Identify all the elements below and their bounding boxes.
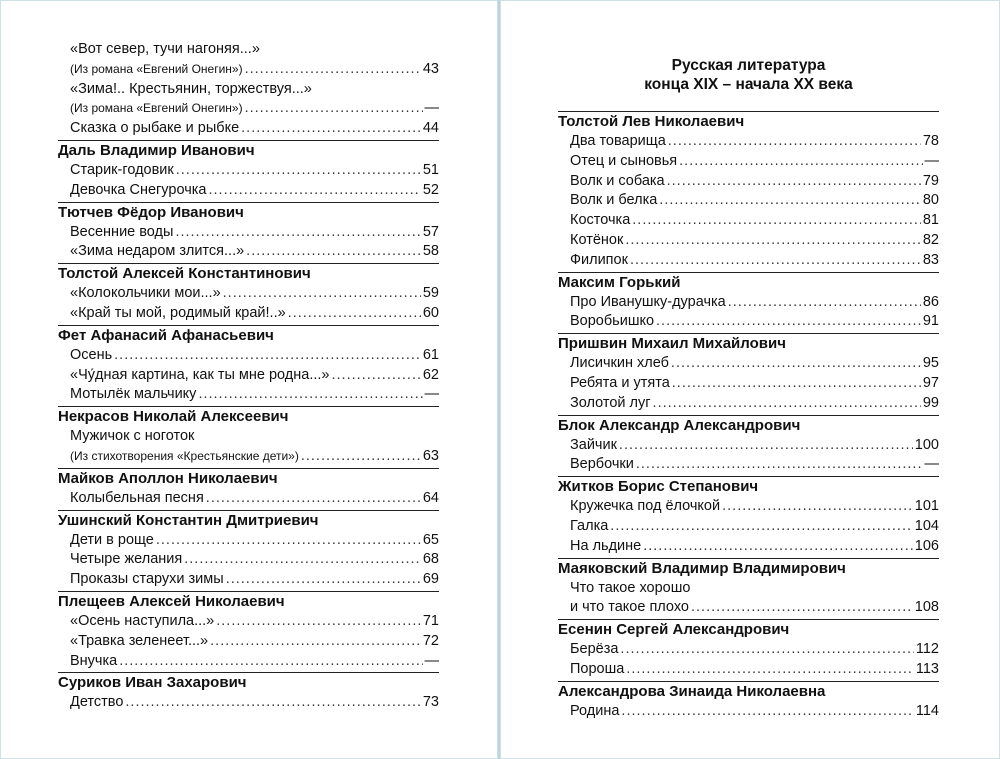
author-name: Толстой Алексей Константинович [58, 263, 439, 284]
author-name: Фет Афанасий Афанасьевич [58, 325, 439, 346]
toc-entry[interactable] [70, 366, 439, 386]
page-number: 68 [422, 551, 439, 568]
page-number: 81 [922, 212, 939, 229]
leader-dots [176, 161, 421, 181]
leader-dots [610, 517, 913, 537]
toc-entry[interactable] [70, 489, 439, 509]
author-name: Максим Горький [558, 272, 939, 293]
author-name: Суриков Иван Захарович [58, 672, 439, 693]
author-name: Пришвин Михаил Михайлович [558, 333, 939, 354]
page-number: 64 [422, 489, 439, 506]
entry-title: Берёза [570, 641, 619, 658]
toc-entry[interactable] [70, 652, 439, 672]
entry-title: Два товарища [570, 133, 666, 149]
section-heading-line: Русская литература [671, 57, 826, 74]
author-name: Есенин Сергей Александрович [558, 619, 939, 640]
author-name: Блок Александр Александрович [558, 415, 939, 436]
page-number: 59 [422, 285, 439, 302]
toc-entry[interactable] [70, 612, 439, 632]
page-number: 91 [922, 313, 939, 330]
entry-title: «Колокольчики мои...» [70, 285, 221, 302]
leader-dots [620, 640, 913, 660]
leader-dots [114, 346, 421, 366]
page-number: 69 [422, 571, 439, 588]
toc-entry[interactable] [570, 517, 939, 537]
page-number: 82 [922, 231, 939, 248]
page-number: 80 [922, 192, 939, 209]
entry-title: «Осень наступила...» [70, 612, 215, 629]
toc-entry[interactable] [570, 251, 939, 271]
leader-dots [625, 231, 921, 251]
leader-dots [626, 660, 914, 680]
entry-title: Филипок [570, 251, 628, 268]
page-number: 113 [915, 660, 939, 677]
leader-dots [656, 312, 921, 332]
toc-entry[interactable] [70, 385, 439, 405]
entry-title: Зайчик [570, 436, 617, 453]
toc-entry[interactable] [570, 191, 939, 211]
toc-entry[interactable] [70, 181, 439, 201]
entry-title: «Травка зеленеет...» [70, 632, 209, 649]
leader-dots [156, 531, 421, 551]
entry-title: Косточка [570, 212, 631, 229]
page-number: 78 [922, 133, 939, 149]
right-toc-column [558, 56, 939, 722]
toc-entry[interactable] [570, 436, 939, 456]
toc-entry[interactable] [570, 579, 939, 619]
toc-entry[interactable] [570, 293, 939, 313]
author-name: Ушинский Константин Дмитриевич [58, 510, 439, 531]
toc-entry[interactable] [70, 632, 439, 652]
page-number: 51 [422, 161, 439, 178]
toc-entry[interactable] [70, 304, 439, 324]
author-name: Тютчев Фёдор Иванович [58, 202, 439, 223]
page-number: 58 [422, 243, 439, 260]
page-number: 79 [922, 172, 939, 189]
author-name: Майков Аполлон Николаевич [58, 468, 439, 489]
toc-entry[interactable] [70, 427, 439, 467]
toc-entry[interactable] [570, 172, 939, 192]
author-name: Толстой Лев Николаевич [558, 111, 939, 132]
toc-entry[interactable] [570, 537, 939, 557]
entry-title: и что такое плохо [570, 599, 689, 616]
entry-title: Вербочки [570, 456, 634, 473]
page-number: — [424, 652, 439, 669]
page-number: 112 [915, 641, 939, 658]
leader-dots [667, 172, 921, 192]
leader-dots [621, 702, 913, 722]
page-number: 60 [422, 304, 439, 321]
toc-entry[interactable] [70, 550, 439, 570]
entry-title: Детство [70, 694, 124, 711]
leader-dots [226, 570, 421, 590]
toc-entry[interactable] [570, 152, 939, 172]
leader-dots [198, 385, 422, 405]
entry-title: Лисичкин хлеб [570, 355, 669, 372]
entry-title: Родина [570, 702, 620, 719]
leader-dots [671, 354, 921, 374]
entry-title: Ребята и утята [570, 374, 670, 391]
leader-dots [643, 537, 913, 557]
toc-entry[interactable] [70, 346, 439, 366]
page-number: 95 [922, 355, 939, 372]
entry-title: Проказы старухи зимы [70, 571, 224, 588]
toc-entry[interactable] [70, 80, 439, 120]
entry-title: Внучка [70, 652, 118, 669]
leader-dots [241, 119, 421, 139]
entry-title: Волк и белка [570, 192, 658, 209]
leader-dots [288, 304, 421, 324]
leader-dots [691, 598, 913, 618]
toc-entry[interactable] [70, 242, 439, 262]
author-name: Житков Борис Степанович [558, 476, 939, 497]
toc-entry[interactable] [70, 119, 439, 139]
leader-dots [245, 60, 421, 80]
toc-entry[interactable] [570, 660, 939, 680]
page-number: 44 [422, 120, 439, 137]
entry-title: «Край ты мой, родимый край!..» [70, 304, 286, 321]
leader-dots [210, 632, 421, 652]
leader-dots [206, 489, 421, 509]
author-name: Некрасов Николай Алексеевич [58, 406, 439, 427]
entry-note: (Из романа «Евгений Онегин») [70, 101, 243, 116]
leader-dots [223, 284, 421, 304]
leader-dots [209, 181, 421, 201]
page-number: 99 [922, 394, 939, 411]
toc-entry[interactable] [70, 693, 439, 713]
entry-title: Сказка о рыбаке и рыбке [70, 120, 240, 137]
toc-entry[interactable] [70, 161, 439, 181]
leader-dots [636, 455, 923, 475]
leader-dots [119, 652, 422, 672]
author-name: Плещеев Алексей Николаевич [58, 591, 439, 612]
entry-title: На льдине [570, 537, 642, 554]
page-number: 65 [422, 531, 439, 548]
toc-entry[interactable] [570, 132, 939, 152]
leader-dots [175, 223, 420, 243]
page-number: — [424, 386, 439, 403]
entry-note: (Из стихотворения «Крестьянские дети») [70, 448, 299, 463]
leader-dots [659, 191, 921, 211]
page-number: — [424, 100, 439, 117]
left-author-list [58, 140, 439, 713]
page-number: 52 [422, 181, 439, 198]
page-number: 57 [422, 223, 439, 240]
entry-title: Четыре желания [70, 551, 183, 568]
leader-dots [630, 251, 921, 271]
page-number: 100 [914, 436, 939, 453]
entry-title: «Зима!.. Крестьянин, торжествуя...» [70, 80, 312, 97]
toc-entry[interactable] [570, 374, 939, 394]
toc-entry[interactable] [70, 284, 439, 304]
entry-title: «Вот север, тучи нагоняя...» [70, 41, 260, 57]
entry-title: Волк и собака [570, 172, 665, 189]
toc-entry[interactable] [570, 640, 939, 660]
page-number: 62 [422, 366, 439, 383]
page-number: 61 [422, 346, 439, 363]
entry-title: «Зима недаром злится...» [70, 243, 245, 260]
page-number: 104 [914, 517, 939, 534]
author-name: Александрова Зинаида Николаевна [558, 681, 939, 702]
page-number: 73 [422, 694, 439, 711]
author-name: Маяковский Владимир Владимирович [558, 558, 939, 579]
toc-entry[interactable] [570, 702, 939, 722]
page-number: 43 [422, 60, 439, 77]
toc-entry[interactable] [570, 312, 939, 332]
leader-dots [184, 550, 421, 570]
leader-dots [672, 374, 921, 394]
entry-title: Воробьишко [570, 313, 655, 330]
page-number: 71 [422, 612, 439, 629]
page-number: 108 [914, 599, 939, 616]
right-author-list [558, 111, 939, 722]
page-number: 86 [922, 293, 939, 310]
leader-dots [679, 152, 922, 172]
book-gutter [498, 0, 500, 759]
page-number: 114 [915, 702, 939, 719]
leader-dots [722, 497, 913, 517]
entry-title: Золотой луг [570, 394, 651, 411]
toc-entry[interactable] [70, 531, 439, 551]
page-number: 106 [914, 537, 939, 554]
leader-dots [653, 394, 921, 414]
leader-dots [332, 366, 421, 386]
leader-dots [668, 132, 921, 152]
entry-title: Дети в роще [70, 531, 154, 548]
section-heading-line: конца XIX – начала XX века [644, 76, 853, 93]
entry-title: Пороша [570, 660, 625, 677]
author-name: Даль Владимир Иванович [58, 140, 439, 161]
leader-dots [619, 436, 913, 456]
entry-title: Котёнок [570, 231, 624, 248]
entry-title: Про Иванушку-дурачка [570, 293, 726, 310]
entry-title: Осень [70, 346, 113, 363]
section-heading [558, 56, 939, 94]
page-number: 101 [914, 498, 939, 515]
leader-dots [125, 693, 420, 713]
left-toc-column [58, 40, 439, 713]
page-number: — [924, 456, 939, 473]
leader-dots [728, 293, 921, 313]
entry-title: Мотылёк мальчику [70, 386, 197, 403]
entry-note: (Из романа «Евгений Онегин») [70, 61, 243, 76]
leader-dots [246, 242, 421, 262]
entry-title: Мужичок с ноготок [70, 428, 195, 445]
toc-entry[interactable] [70, 570, 439, 590]
page-number: 83 [922, 251, 939, 268]
page-number: 63 [422, 447, 439, 464]
toc-entry[interactable] [570, 455, 939, 475]
entry-title: Девочка Снегурочка [70, 181, 207, 198]
leader-dots [216, 612, 421, 632]
leader-dots [245, 99, 423, 119]
page-number: 72 [422, 632, 439, 649]
leader-dots [632, 211, 921, 231]
entry-title: Кружечка под ёлочкой [570, 498, 721, 515]
entry-title: Что такое хорошо [570, 579, 691, 596]
toc-entry[interactable] [570, 394, 939, 414]
toc-entry[interactable] [570, 211, 939, 231]
entry-title: Старик-годовик [70, 161, 174, 178]
page-number: 97 [922, 374, 939, 391]
toc-entry[interactable] [570, 354, 939, 374]
toc-entry[interactable] [70, 40, 439, 80]
toc-entry[interactable] [570, 231, 939, 251]
entry-title: Галка [570, 517, 609, 534]
toc-entry[interactable] [70, 223, 439, 243]
toc-entry[interactable] [570, 497, 939, 517]
leader-dots [301, 447, 421, 467]
page-number: — [924, 152, 939, 169]
entry-title: Отец и сыновья [570, 152, 678, 169]
entry-title: Весенние воды [70, 223, 174, 240]
entry-title: Колыбельная песня [70, 489, 204, 506]
entry-title: «Чу́дная картина, как ты мне родна...» [70, 366, 330, 383]
